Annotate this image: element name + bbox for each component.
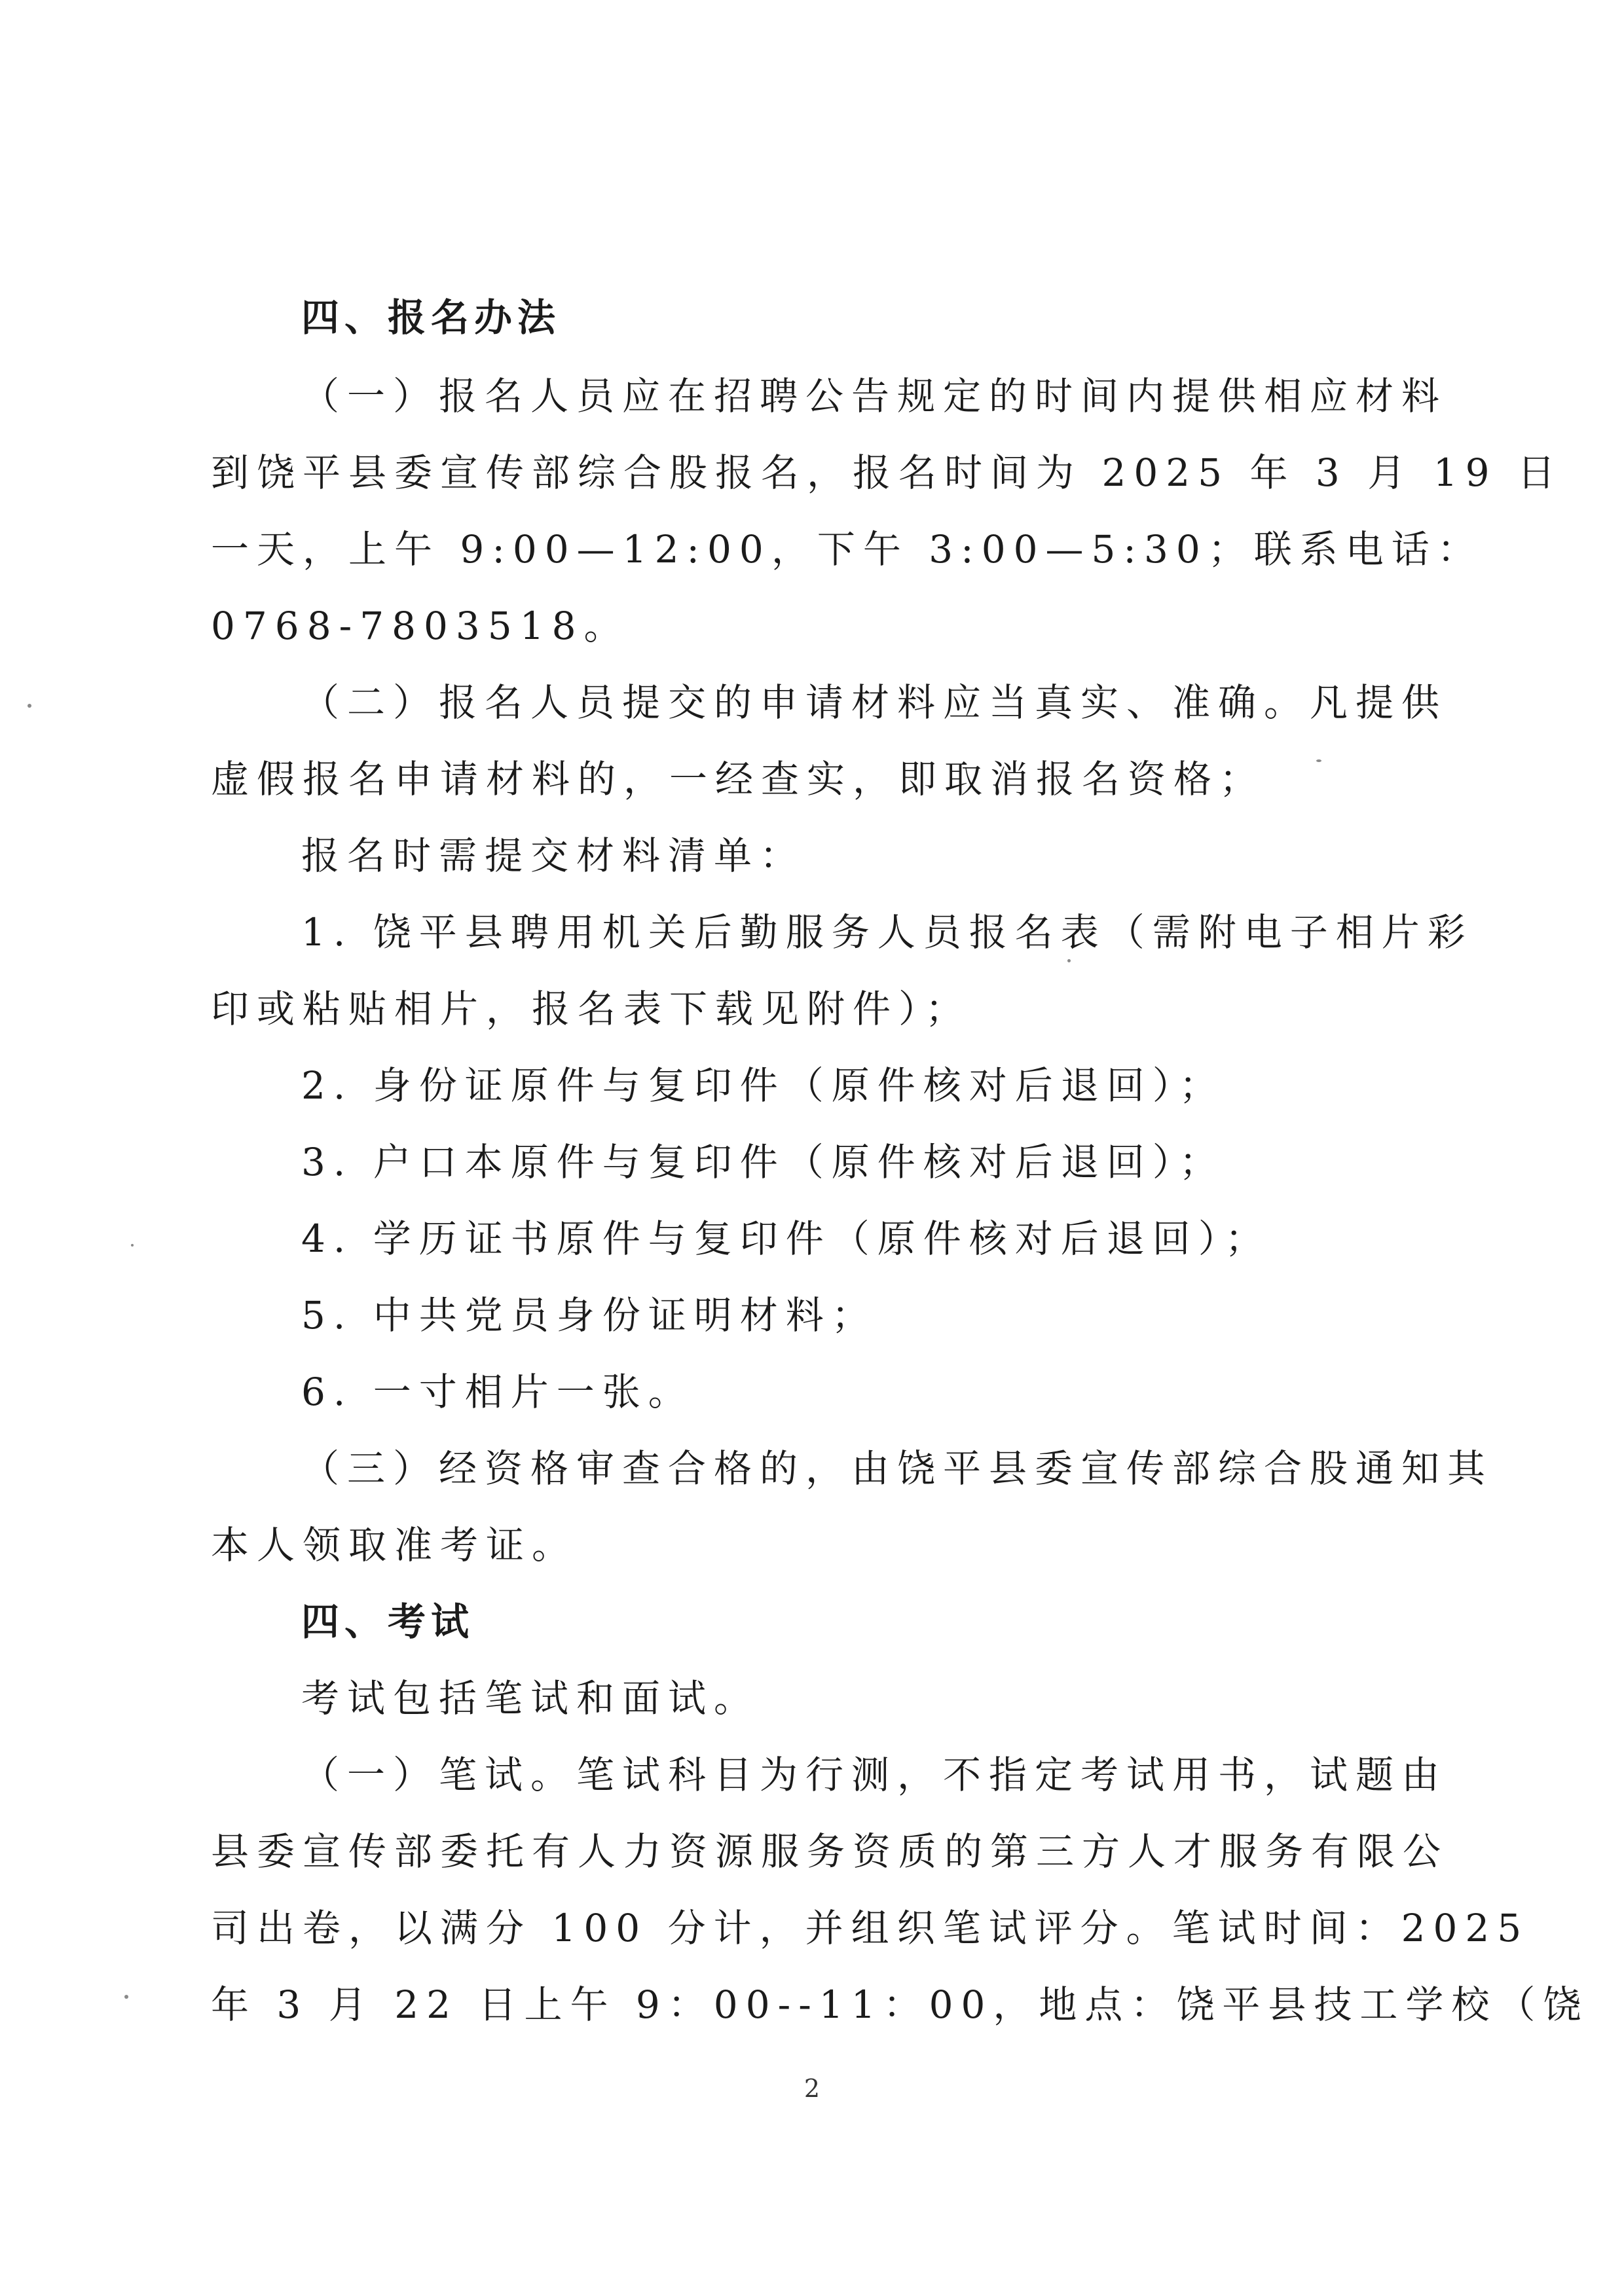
paragraph-line: （三）经资格审查合格的，由饶平县委宣传部综合股通知其 — [301, 1446, 1494, 1491]
list-item: 6. 一寸相片一张。 — [301, 1370, 694, 1414]
paragraph-line: 报名时需提交材料清单： — [301, 833, 806, 878]
paragraph-line: 县委宣传部委托有人力资源服务资质的第三方人才服务有限公 — [211, 1829, 1449, 1874]
list-item: 4. 学历证书原件与复印件（原件核对后退回）； — [301, 1216, 1271, 1261]
scan-speck — [28, 704, 31, 708]
scan-speck — [124, 1995, 128, 1999]
paragraph-line: （一）报名人员应在招聘公告规定的时间内提供相应材料 — [301, 374, 1448, 418]
page-number: 2 — [803, 2074, 821, 2103]
scan-speck — [1067, 959, 1071, 962]
paragraph-line: 0768-7803518。 — [211, 604, 630, 648]
paragraph-line: 本人领取准考证。 — [211, 1523, 578, 1567]
scan-speck — [131, 1244, 134, 1247]
list-item: 3. 户口本原件与复印件（原件核对后退回）； — [301, 1140, 1225, 1184]
paragraph-line: （二）报名人员提交的申请材料应当真实、准确。凡提供 — [301, 680, 1448, 725]
section-heading-registration: 四、报名办法 — [301, 295, 561, 340]
list-item-continuation: 印或粘贴相片，报名表下载见附件）； — [211, 987, 972, 1031]
list-item: 2. 身份证原件与复印件（原件核对后退回）； — [301, 1063, 1225, 1108]
section-heading-exam: 四、考试 — [301, 1599, 475, 1644]
paragraph-line: 年 3 月 22 日上午 9：00--11：00，地点：饶平县技工学校（饶 — [211, 1982, 1589, 2027]
paragraph-line: （一）笔试。笔试科目为行测，不指定考试用书，试题由 — [301, 1753, 1448, 1797]
paragraph-line: 到饶平县委宣传部综合股报名，报名时间为 2025 年 3 月 19 日 — [211, 450, 1563, 495]
paragraph-line: 考试包括笔试和面试。 — [301, 1676, 760, 1721]
paragraph-line: 虚假报名申请材料的，一经查实，即取消报名资格； — [211, 757, 1266, 801]
list-item: 5. 中共党员身份证明材料； — [301, 1293, 877, 1338]
paragraph-line: 司出卷，以满分 100 分计，并组织笔试评分。笔试时间：2025 — [211, 1906, 1530, 1950]
scan-speck — [1316, 759, 1321, 762]
list-item: 1. 饶平县聘用机关后勤服务人员报名表（需附电子相片彩 — [301, 910, 1473, 955]
paragraph-line: 一天，上午 9:00—12:00，下午 3:00—5:30；联系电话： — [211, 527, 1483, 572]
